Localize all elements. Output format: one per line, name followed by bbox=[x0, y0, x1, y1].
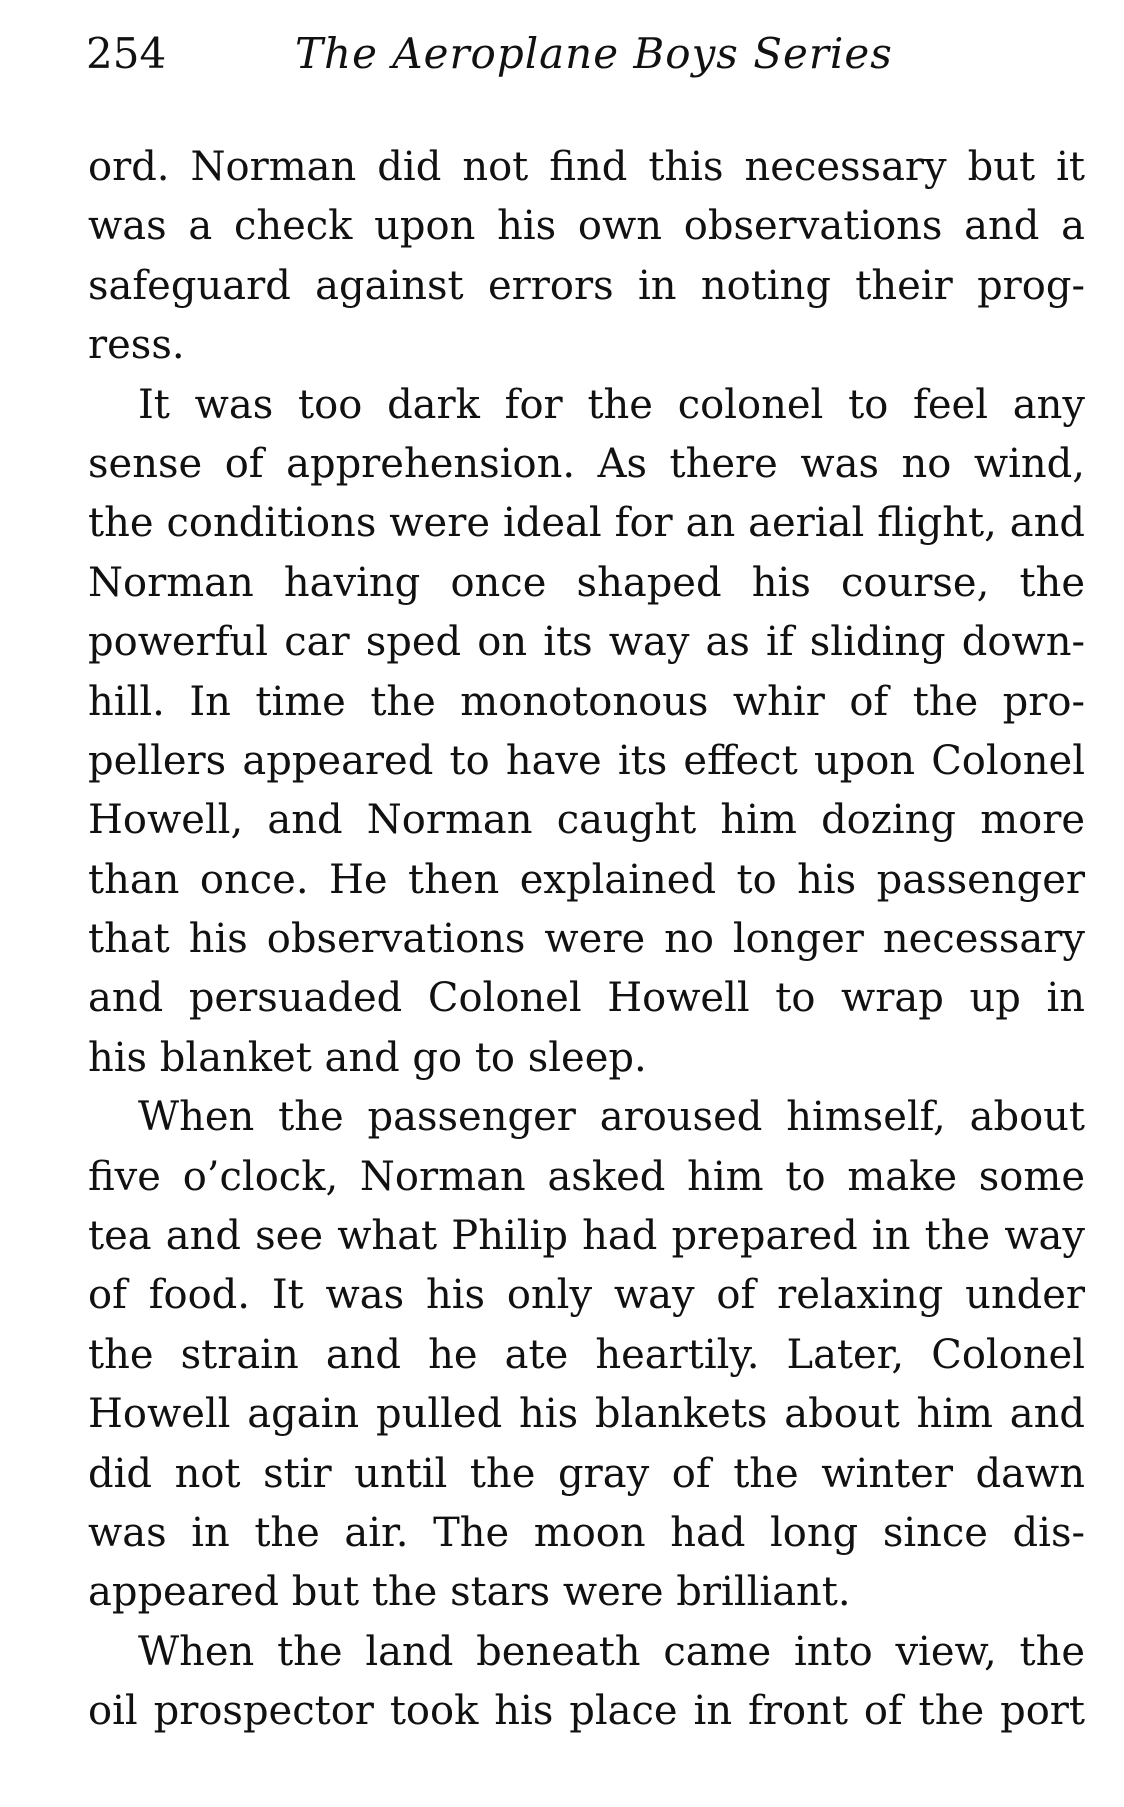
text-line: It was too dark for the colonel to feel any bbox=[138, 381, 1085, 428]
text-line: When the land beneath came into view, the bbox=[138, 1628, 1085, 1675]
text-line: did not stir until the gray of the winter dawn bbox=[88, 1450, 1085, 1497]
text-line: than once. He then explained to his passenger bbox=[88, 856, 1085, 903]
text-line: five o’clock, Norman asked him to make some bbox=[88, 1153, 1085, 1200]
text-line: hill. In time the monotonous whir of the pro- bbox=[88, 678, 1085, 725]
text-line: powerful car sped on its way as if sliding down- bbox=[88, 619, 1085, 666]
text-line: tea and see what Philip had prepared in the way bbox=[88, 1213, 1085, 1260]
text-line: When the passenger aroused himself, about bbox=[138, 1094, 1085, 1141]
text-line: the conditions were ideal for an aerial flight, and bbox=[88, 500, 1085, 547]
text-line: was a check upon his own observations and a bbox=[88, 203, 1085, 250]
text-line: that his observations were no longer necessary bbox=[88, 916, 1085, 963]
body-text bbox=[88, 138, 1085, 1742]
text-line: and persuaded Colonel Howell to wrap up in bbox=[88, 975, 1085, 1022]
page-number: 254 bbox=[86, 29, 167, 78]
text-line: was in the air. The moon had long since dis- bbox=[88, 1509, 1085, 1556]
text-line: Howell, and Norman caught him dozing more bbox=[88, 797, 1085, 844]
text-line: the strain and he ate heartily. Later, Colonel bbox=[88, 1331, 1085, 1378]
text-line: Howell again pulled his blankets about him and bbox=[88, 1391, 1085, 1438]
text-line: oil prospector took his place in front of the port bbox=[88, 1688, 1085, 1735]
text-line: Norman having once shaped his course, the bbox=[88, 559, 1085, 606]
text-line: his blanket and go to sleep. bbox=[88, 1034, 647, 1081]
running-title: The Aeroplane Boys Series bbox=[295, 29, 893, 78]
text-line: pellers appeared to have its effect upon Colonel bbox=[88, 737, 1085, 784]
text-line: ord. Norman did not find this necessary but it bbox=[88, 144, 1085, 190]
text-line: safeguard against errors in noting their prog- bbox=[88, 262, 1085, 309]
text-line: appeared but the stars were brilliant. bbox=[88, 1569, 851, 1616]
text-line: ress. bbox=[88, 322, 185, 369]
page-header bbox=[86, 24, 1086, 84]
text-line: sense of apprehension. As there was no wind, bbox=[88, 440, 1085, 487]
text-line: of food. It was his only way of relaxing under bbox=[88, 1272, 1085, 1319]
